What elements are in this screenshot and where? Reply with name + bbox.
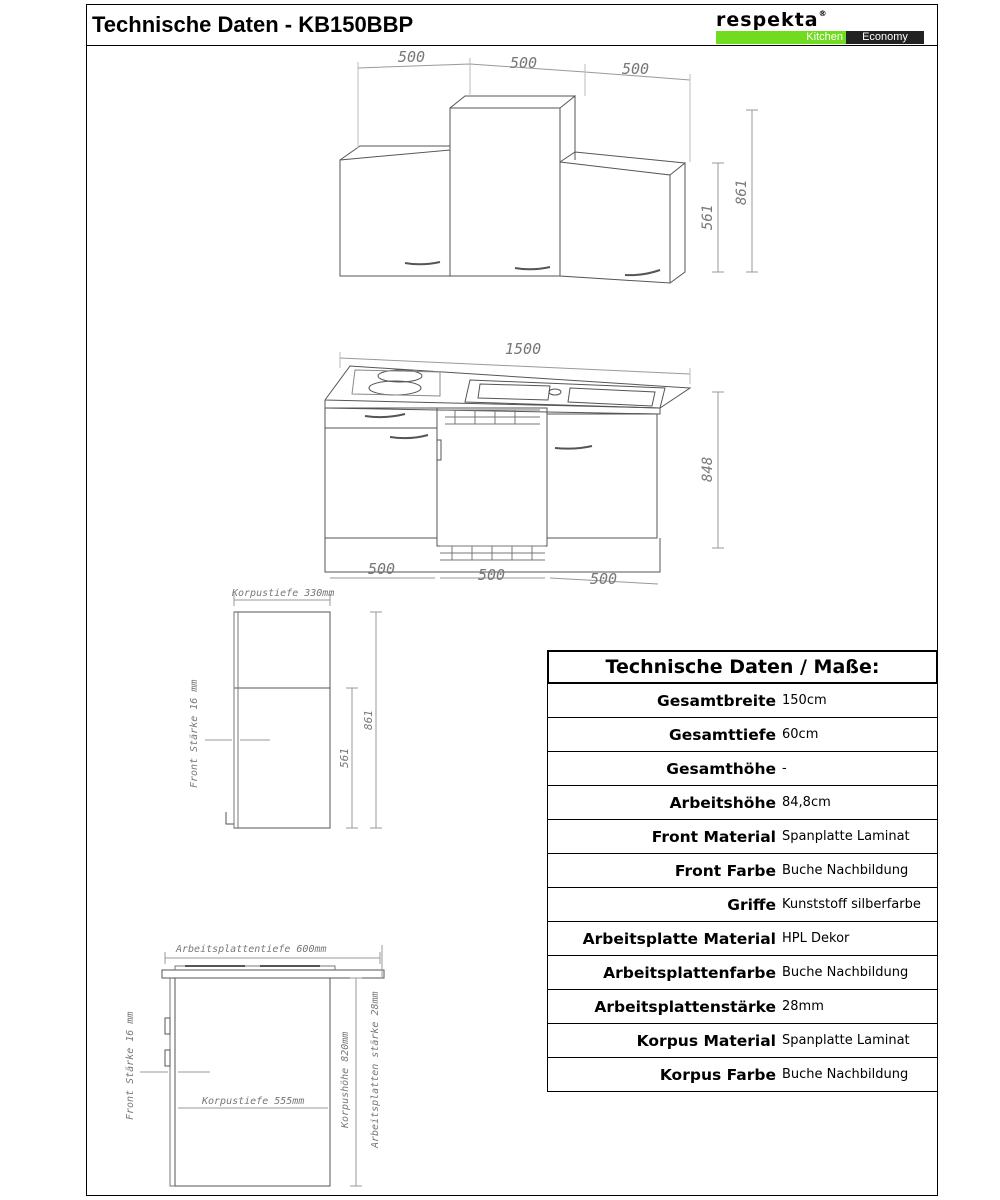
spec-value: 60cm [782,727,819,742]
upper-width-2: 500 [510,54,538,72]
upper-side-view-drawing [205,594,382,828]
spec-row-korpus-farbe [547,1058,938,1092]
spec-value: Spanplatte Laminat [782,1033,910,1048]
lower-height-848: 848 [700,456,716,482]
spec-value: 150cm [782,693,827,708]
spec-row-korpus-material [547,1024,938,1058]
logo-economy: Economy [846,31,924,44]
upper-side-height-861: 861 [362,710,375,730]
spec-value: Buche Nachbildung [782,1067,909,1082]
specs-table [547,650,938,1092]
spec-row-front-material [547,820,938,854]
upper-width-1: 500 [398,48,426,66]
spec-row-arbeitsplattenfarbe [547,956,938,990]
upper-side-depth: Korpustiefe 330mm [232,588,335,599]
spec-row-gesamtbreite [547,684,938,718]
spec-value: 28mm [782,999,824,1014]
lower-side-front: Front Stärke 16 mm [125,1011,136,1120]
lower-side-body-depth: Korpustiefe 555mm [202,1096,305,1107]
spec-label: Griffe [727,895,776,914]
specs-title: Technische Daten / Maße: [547,650,938,684]
upper-height-561: 561 [700,204,716,230]
upper-height-861: 861 [734,179,750,205]
specs-rows [547,684,938,1092]
spec-label: Arbeitshöhe [669,793,776,812]
spec-row-front-farbe [547,854,938,888]
logo-name: respekta® [716,9,828,31]
spec-value: Buche Nachbildung [782,965,909,980]
spec-label: Arbeitsplattenstärke [594,997,776,1016]
upper-cabinets-drawing [340,58,758,283]
lower-side-body-height: Korpushöhe 820mm [340,1031,351,1128]
spec-row-arbeitsplatte-material [547,922,938,956]
spec-value: HPL Dekor [782,931,850,946]
spec-label: Korpus Material [636,1031,776,1050]
spec-label: Gesamttiefe [669,725,776,744]
lower-width-2: 500 [478,566,506,584]
lower-width-3: 500 [590,570,618,588]
spec-row-arbeitsplattenstaerke [547,990,938,1024]
lower-total-width: 1500 [505,340,542,358]
spec-value: Buche Nachbildung [782,863,909,878]
spec-label: Arbeitsplatte Material [582,929,776,948]
spec-label: Gesamthöhe [666,759,776,778]
upper-side-front: Front Stärke 16 mm [189,679,200,788]
spec-label: Front Farbe [674,861,776,880]
spec-value: Kunststoff silberfarbe [782,897,921,912]
spec-row-arbeitshoehe [547,786,938,820]
upper-side-height-561: 561 [338,748,351,768]
spec-label: Gesamtbreite [657,691,776,710]
page-title: Technische Daten - KB150BBP [92,12,414,37]
spec-row-gesamthoehe [547,752,938,786]
lower-cabinets-drawing [325,352,724,584]
lower-width-1: 500 [368,560,396,578]
spec-value: - [782,761,787,776]
upper-width-3: 500 [622,60,650,78]
spec-value: 84,8cm [782,795,831,810]
lower-side-worktop-thickness: Arbeitsplatten stärke 28mm [370,991,381,1148]
logo-kitchen: Kitchen [716,31,846,44]
spec-label: Korpus Farbe [659,1065,776,1084]
lower-side-worktop-depth: Arbeitsplattentiefe 600mm [176,944,327,955]
spec-label: Front Material [651,827,776,846]
spec-value: Spanplatte Laminat [782,829,910,844]
spec-row-griffe [547,888,938,922]
spec-label: Arbeitsplattenfarbe [603,963,776,982]
spec-row-gesamttiefe [547,718,938,752]
